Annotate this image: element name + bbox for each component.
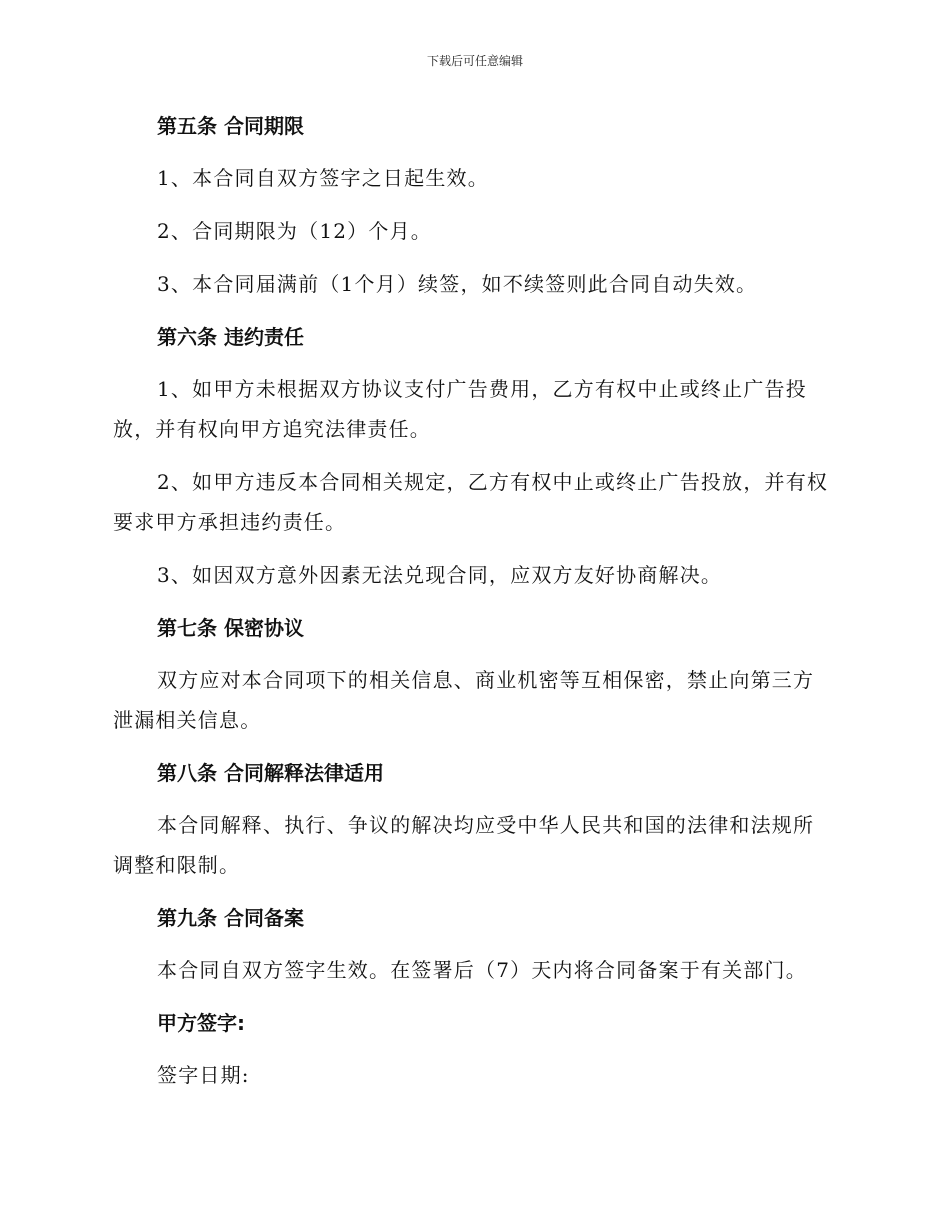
section-article-9	[113, 898, 833, 990]
paragraph: 本合同解释、执行、争议的解决均应受中华人民共和国的法律和法规所调整和限制。	[113, 813, 815, 877]
document-body	[113, 106, 833, 1107]
signature-block	[113, 1003, 833, 1095]
section-title: 第八条 合同解释法律适用	[157, 761, 384, 785]
page-header-note: 下载后可任意编辑	[426, 54, 523, 68]
section-title: 第六条 违约责任	[157, 325, 304, 349]
section-article-5	[113, 106, 833, 304]
section-article-7	[113, 608, 833, 740]
paragraph: 2、如甲方违反本合同相关规定，乙方有权中止或终止广告投放，并有权要求甲方承担违约责任。	[113, 470, 829, 534]
paragraph: 双方应对本合同项下的相关信息、商业机密等互相保密，禁止向第三方泄漏相关信息。	[113, 668, 815, 732]
paragraph: 本合同自双方签字生效。在签署后（7）天内将合同备案于有关部门。	[157, 958, 807, 982]
party-a-signature-label: 甲方签字:	[157, 1011, 245, 1035]
paragraph: 3、本合同届满前（1个月）续签，如不续签则此合同自动失效。	[157, 272, 758, 296]
paragraph: 1、本合同自双方签字之日起生效。	[157, 166, 489, 190]
paragraph: 2、合同期限为（12）个月。	[157, 219, 432, 243]
section-title: 第七条 保密协议	[157, 616, 304, 640]
section-article-6	[113, 317, 833, 595]
paragraph: 3、如因双方意外因素无法兑现合同，应双方友好协商解决。	[157, 563, 723, 587]
signature-date-label: 签字日期:	[157, 1063, 250, 1087]
section-title: 第五条 合同期限	[157, 114, 304, 138]
paragraph: 1、如甲方未根据双方协议支付广告费用，乙方有权中止或终止广告投放，并有权向甲方追究法律责任。	[113, 377, 807, 441]
section-article-8	[113, 753, 833, 885]
section-title: 第九条 合同备案	[157, 906, 304, 930]
